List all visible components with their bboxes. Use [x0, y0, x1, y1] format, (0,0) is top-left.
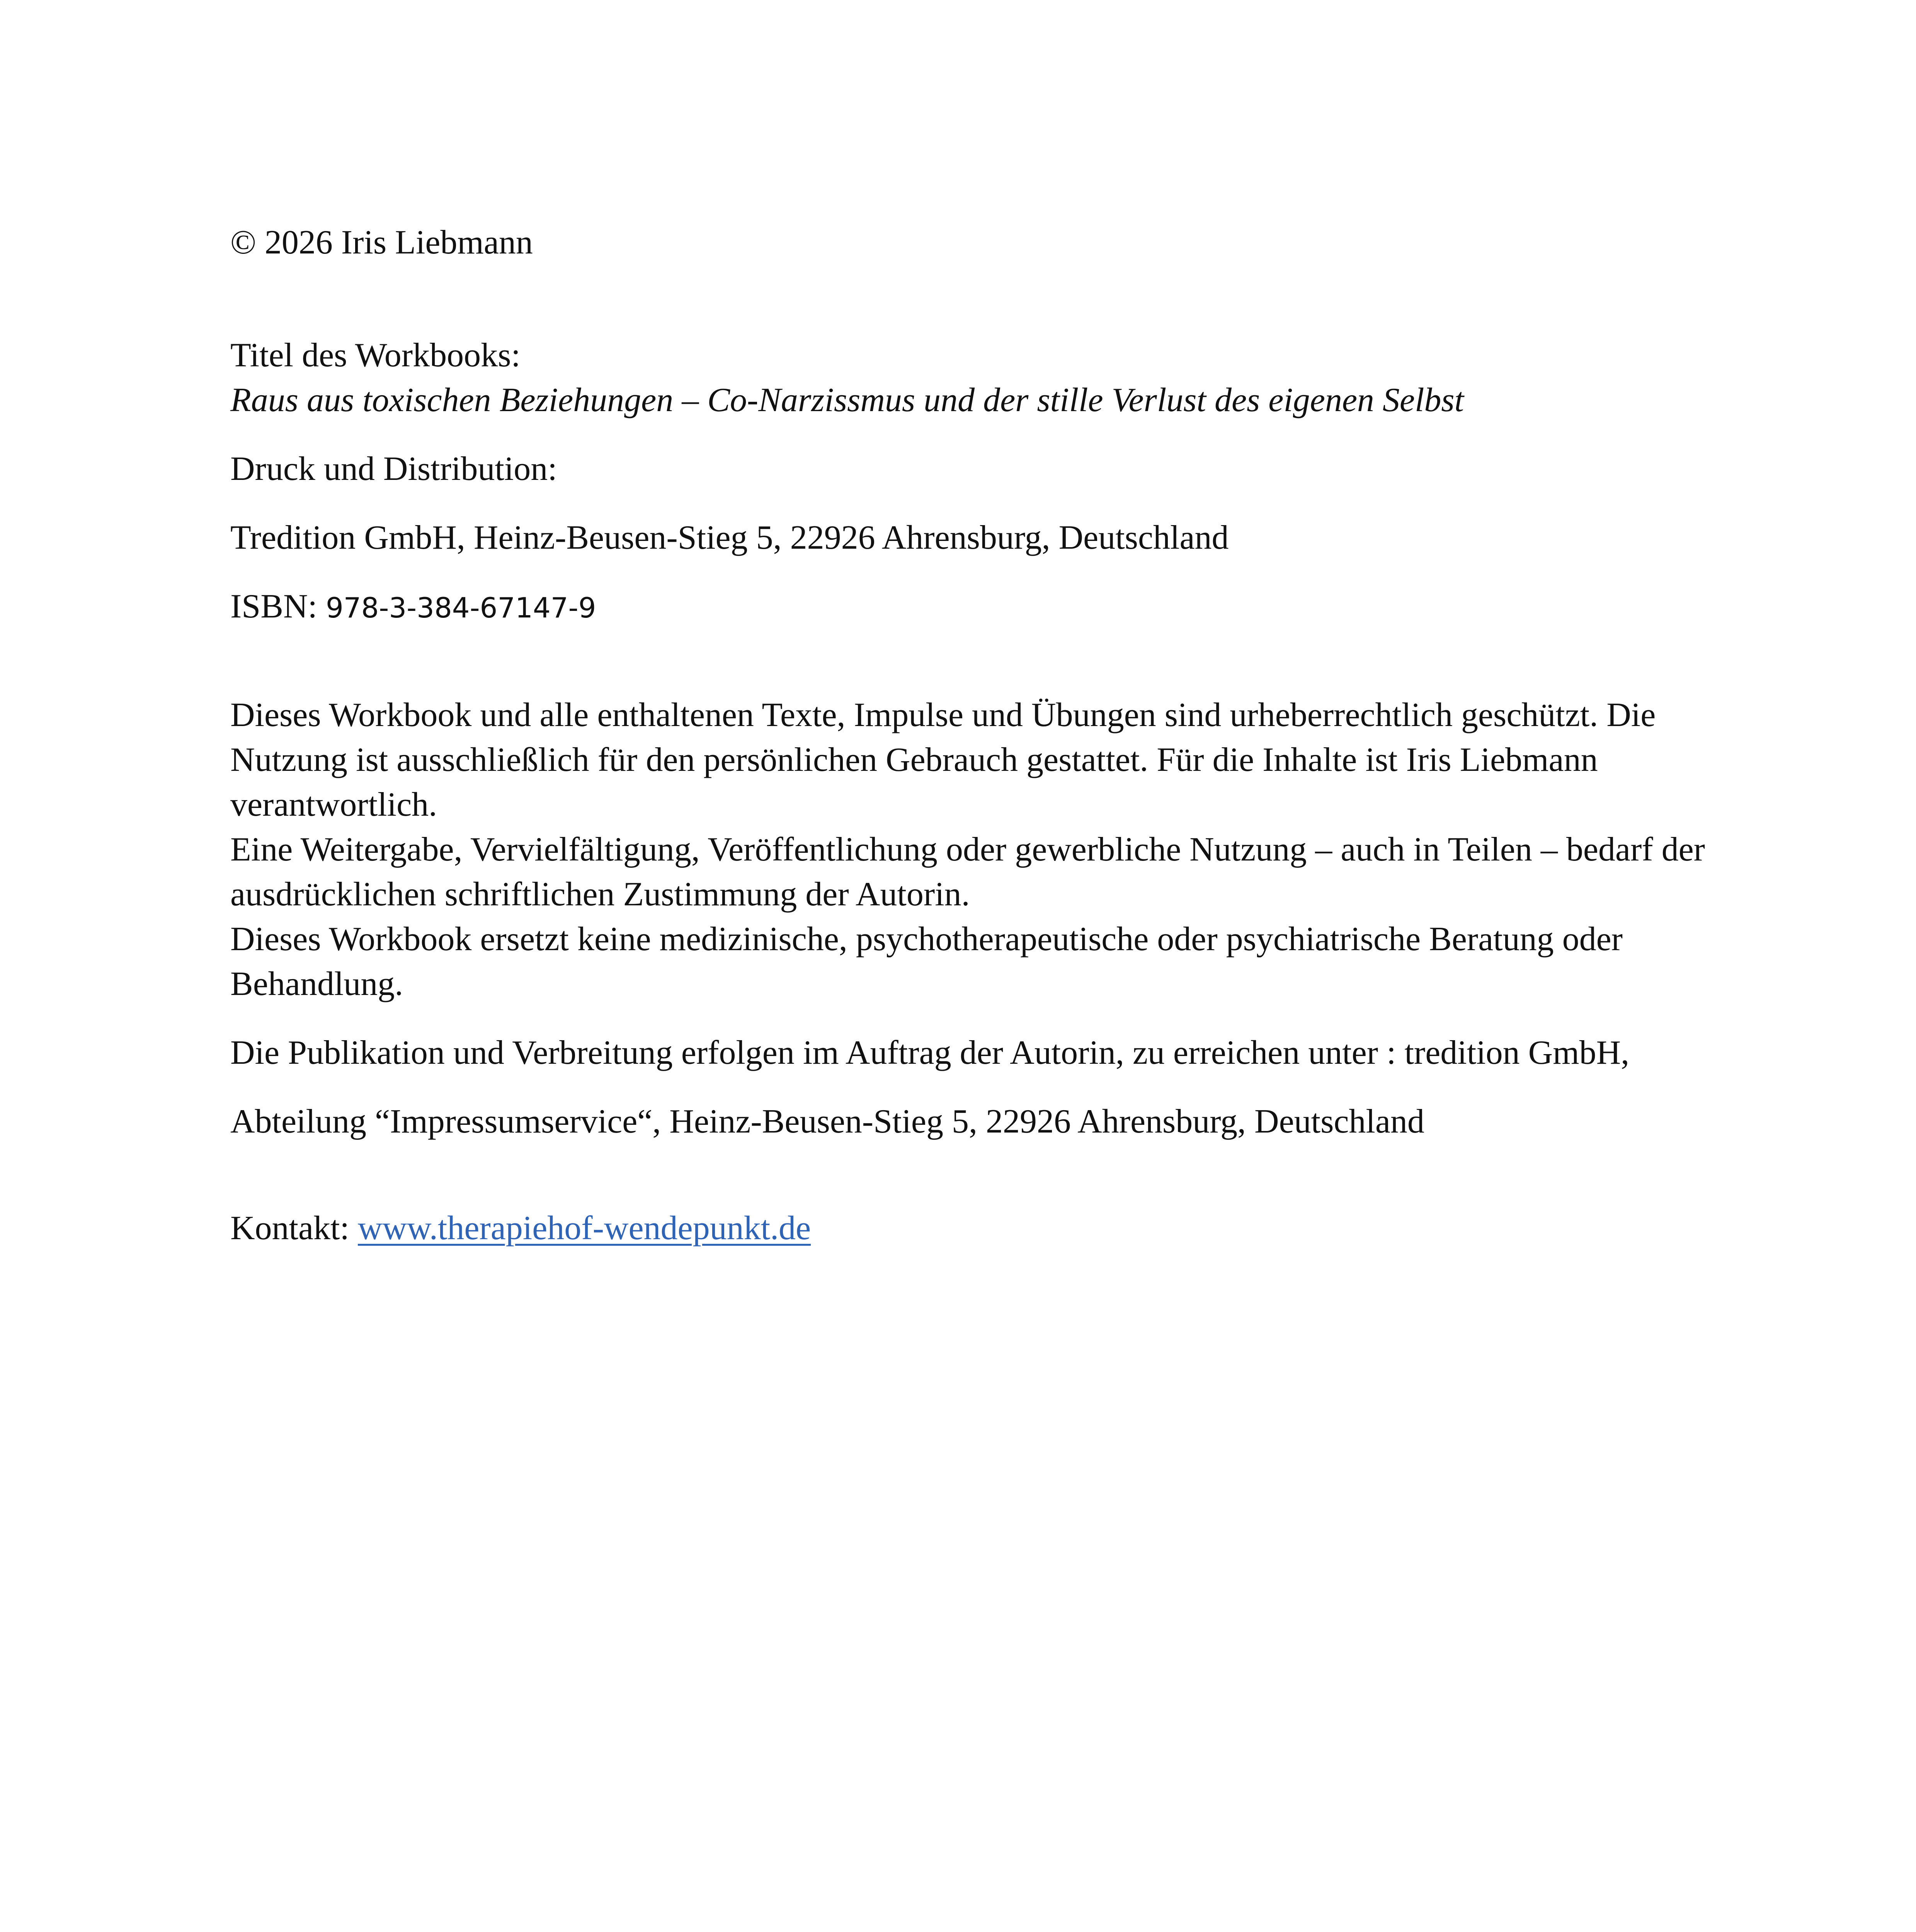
legal-block — [230, 693, 1710, 1007]
restriction-notice: Eine Weitergabe, Vervielfältigung, Veröffentlichung oder gewerbliche Nutzung – auch in Teilen – bedarf der ausdrücklichen schriftlichen Zustimmung der Autorin. — [230, 831, 1705, 913]
contact-line — [230, 1206, 1710, 1251]
print-label: Druck und Distribution: — [230, 450, 557, 488]
title-block — [230, 333, 1710, 423]
isbn-label: ISBN: — [230, 588, 326, 625]
website-link[interactable]: www.therapiehof-wendepunkt.de — [357, 1209, 811, 1247]
workbook-title: Raus aus toxischen Beziehungen – Co-Narzissmus und der stille Verlust des eigenen Selbst — [230, 381, 1464, 419]
contact-label: Kontakt: — [230, 1209, 358, 1247]
imprint-content — [230, 220, 1710, 1251]
department-address: Abteilung “Impressumservice“, Heinz-Beusen-Stieg 5, 22926 Ahrensburg, Deutschland — [230, 1103, 1424, 1140]
copyright-notice: Dieses Workbook und alle enthaltenen Texte, Impulse und Übungen sind urheberrechtlich geschützt. Die Nutzung ist ausschließlich für den persönlichen Gebrauch gestattet. Für die Inhalte ist Iris Liebmann verantwortlich. — [230, 696, 1656, 823]
print-address: Tredition GmbH, Heinz-Beusen-Stieg 5, 22926 Ahrensburg, Deutschland — [230, 519, 1229, 556]
title-label: Titel des Workbooks: — [230, 337, 521, 374]
isbn-number: 978-3-384-67147-9 — [325, 592, 596, 624]
isbn-line — [230, 584, 1710, 630]
publication-notice: Die Publikation und Verbreitung erfolgen im Auftrag der Autorin, zu erreichen unter : tredition GmbH, — [230, 1034, 1630, 1071]
medical-disclaimer: Dieses Workbook ersetzt keine medizinische, psychotherapeutische oder psychiatrische Beratung oder Behandlung. — [230, 920, 1623, 1003]
copyright-line: © 2026 Iris Liebmann — [230, 224, 533, 261]
